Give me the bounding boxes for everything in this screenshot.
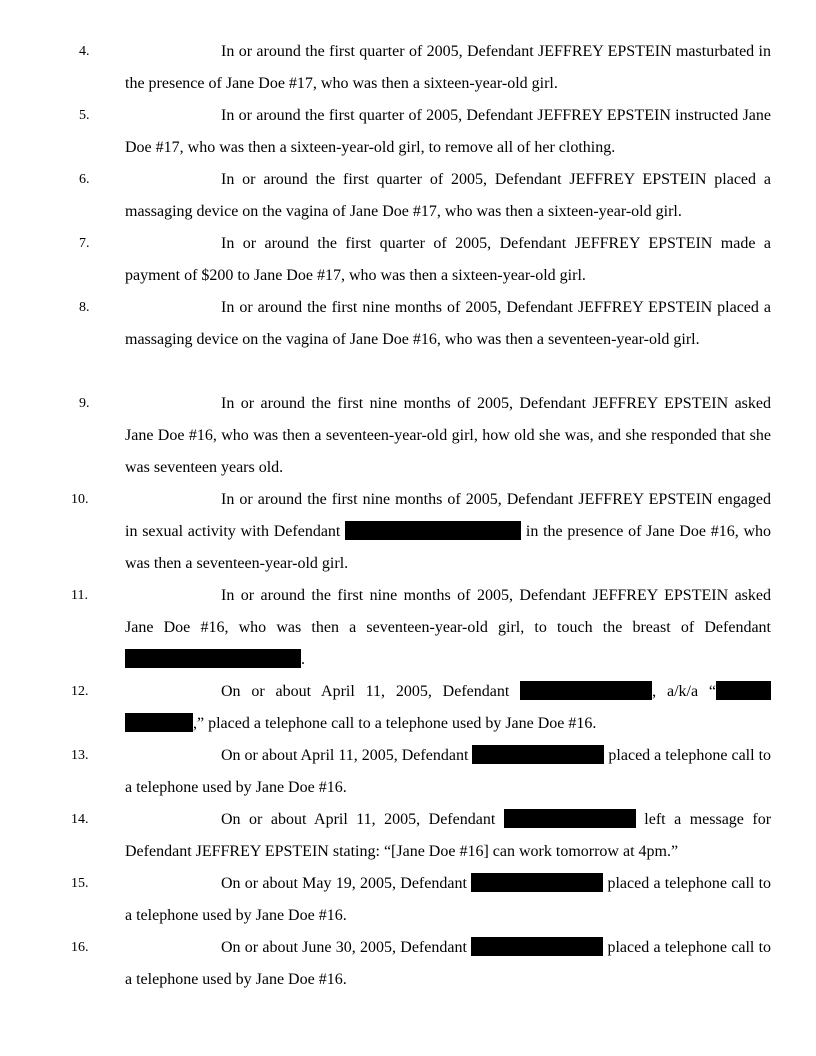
- paragraph-13: 13. On or about April 11, 2005, Defendant placed a telephone call to a telephone used by Jane Doe #16.: [71, 747, 772, 796]
- paragraph-text-after: ,” placed a telephone call to a telephone used by Jane Doe #16.: [193, 715, 597, 732]
- paragraph-4: 4. In or around the first quarter of 2005, Defendant JEFFREY EPSTEIN masturbated in the presence of Jane Doe #17, who was then a sixteen-year-old girl.: [79, 43, 771, 92]
- paragraph-text-after: left a message for Defendant JEFFREY EPSTEIN stating: “[Jane Doe #16] can work tomorrow at 4pm.”: [125, 811, 772, 860]
- paragraph-text: In or around the first quarter of 2005, Defendant JEFFREY EPSTEIN placed a massaging device on the vagina of Jane Doe #17, who was then a sixteen-year-old girl.: [125, 171, 771, 220]
- paragraph-text-before: On or about April 11, 2005, Defendant: [221, 747, 469, 764]
- paragraph-text-middle: , a/k/a “: [652, 683, 717, 700]
- redaction-block: [125, 649, 301, 668]
- paragraph-6: 6. In or around the first quarter of 2005, Defendant JEFFREY EPSTEIN placed a massaging device on the vagina of Jane Doe #17, who was then a sixteen-year-old girl.: [79, 171, 771, 220]
- redaction-block: [345, 521, 521, 540]
- paragraph-8: 8. In or around the first nine months of 2005, Defendant JEFFREY EPSTEIN placed a massaging device on the vagina of Jane Doe #16, who was then a seventeen-year-old girl.: [79, 299, 771, 348]
- redaction-block: [471, 937, 603, 956]
- paragraph-text-before: On or about April 11, 2005, Defendant: [221, 811, 496, 828]
- paragraph-10: 10. In or around the first nine months of 2005, Defendant JEFFREY EPSTEIN engaged in sexual activity with Defendant in the presence of Jane Doe #16, who was then a seventeen-year-old girl.: [71, 491, 772, 572]
- paragraph-text: In or around the first nine months of 2005, Defendant JEFFREY EPSTEIN placed a massaging device on the vagina of Jane Doe #16, who was then a seventeen-year-old girl.: [125, 299, 771, 348]
- paragraph-text-before: On or about June 30, 2005, Defendant: [221, 939, 467, 956]
- paragraph-text: In or around the first quarter of 2005, Defendant JEFFREY EPSTEIN masturbated in the presence of Jane Doe #17, who was then a sixteen-year-old girl.: [125, 43, 771, 92]
- redaction-block: [125, 713, 193, 732]
- paragraph-text-before: On or about May 19, 2005, Defendant: [221, 875, 467, 892]
- paragraph-14: 14. On or about April 11, 2005, Defendant left a message for Defendant JEFFREY EPSTEIN stating: “[Jane Doe #16] can work tomorrow at 4pm.”: [71, 811, 772, 860]
- redaction-block: [472, 745, 604, 764]
- redaction-block: [716, 681, 771, 700]
- paragraph-5: 5. In or around the first quarter of 2005, Defendant JEFFREY EPSTEIN instructed Jane Doe #17, who was then a sixteen-year-old girl, to remove all of her clothing.: [79, 107, 771, 156]
- redaction-block: [520, 681, 652, 700]
- paragraph-7: 7. In or around the first quarter of 2005, Defendant JEFFREY EPSTEIN made a payment of $200 to Jane Doe #17, who was then a sixteen-year-old girl.: [79, 235, 771, 284]
- paragraph-text-after: placed a telephone call to a telephone used by Jane Doe #16.: [125, 875, 772, 924]
- paragraph-text: In or around the first nine months of 2005, Defendant JEFFREY EPSTEIN asked Jane Doe #16, who was then a seventeen-year-old girl, how old she was, and she responded that she was seventeen years old.: [125, 395, 771, 476]
- paragraph-text-before: On or about April 11, 2005, Defendant: [221, 683, 510, 700]
- paragraph-text-after: .: [301, 651, 305, 668]
- redaction-block: [504, 809, 636, 828]
- paragraph-9: 9. In or around the first nine months of 2005, Defendant JEFFREY EPSTEIN asked Jane Doe #16, who was then a seventeen-year-old girl, how old she was, and she responded that she was seventeen years old.: [79, 395, 771, 476]
- paragraph-11: 11. In or around the first nine months of 2005, Defendant JEFFREY EPSTEIN asked Jane Doe #16, who was then a seventeen-year-old girl, to touch the breast of Defendant .: [71, 587, 771, 668]
- paragraph-16: 16. On or about June 30, 2005, Defendant placed a telephone call to a telephone used by Jane Doe #16.: [71, 939, 772, 988]
- paragraph-text: In or around the first quarter of 2005, Defendant JEFFREY EPSTEIN made a payment of $200 to Jane Doe #17, who was then a sixteen-year-old girl.: [125, 235, 771, 284]
- paragraph-text-before: In or around the first nine months of 2005, Defendant JEFFREY EPSTEIN engaged in sexual activity with Defendant: [125, 491, 771, 540]
- paragraph-text-before: In or around the first nine months of 2005, Defendant JEFFREY EPSTEIN asked Jane Doe #16, who was then a seventeen-year-old girl, to touch the breast of Defendant: [125, 587, 771, 636]
- paragraph-text-after: placed a telephone call to a telephone used by Jane Doe #16.: [125, 939, 772, 988]
- paragraph-15: 15. On or about May 19, 2005, Defendant placed a telephone call to a telephone used by Jane Doe #16.: [71, 875, 772, 924]
- redaction-block: [471, 873, 603, 892]
- paragraph-text-after: placed a telephone call to a telephone used by Jane Doe #16.: [125, 747, 772, 796]
- paragraph-12: 12. On or about April 11, 2005, Defendant , a/k/a “ ,” placed a telephone call to a telephone used by Jane Doe #16.: [125, 676, 771, 740]
- paragraph-text-after: in the presence of Jane Doe #16, who was then a seventeen-year-old girl.: [125, 523, 772, 572]
- paragraph-text: In or around the first quarter of 2005, Defendant JEFFREY EPSTEIN instructed Jane Doe #17, who was then a sixteen-year-old girl, to remove all of her clothing.: [125, 107, 771, 156]
